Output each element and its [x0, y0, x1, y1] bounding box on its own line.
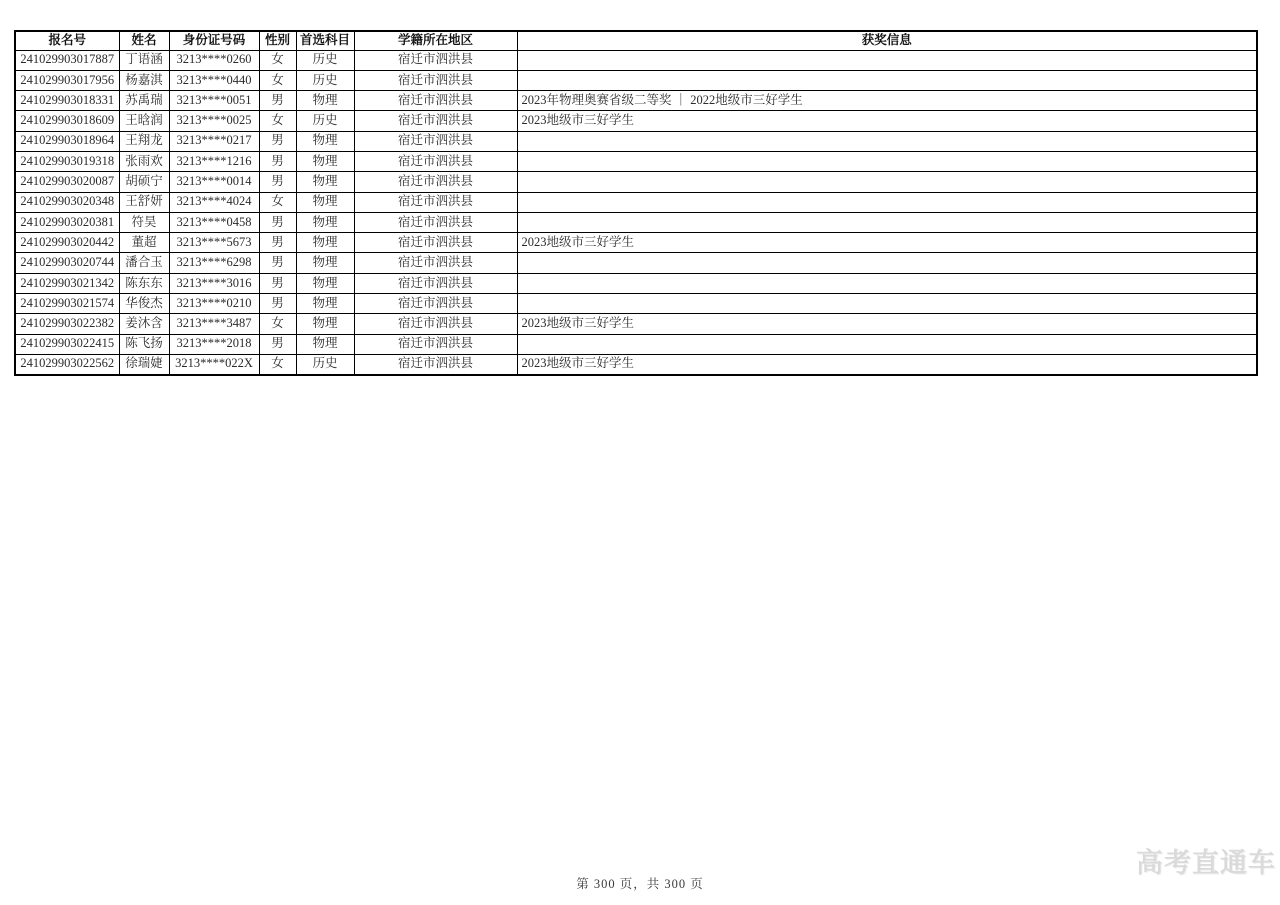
- table-cell: 男: [259, 233, 296, 253]
- table-cell: 女: [259, 70, 296, 90]
- table-cell: 潘合玉: [119, 253, 169, 273]
- table-row: [15, 50, 1257, 70]
- table-cell: 2023地级市三好学生: [517, 314, 1257, 334]
- table-cell: 宿迁市泗洪县: [354, 314, 517, 334]
- table-cell: [517, 192, 1257, 212]
- table-cell: 241029903020442: [15, 233, 119, 253]
- table-cell: 241029903020348: [15, 192, 119, 212]
- table-cell: 3213****3016: [169, 273, 259, 293]
- table-cell: 物理: [296, 212, 354, 232]
- header-first-subject: 首选科目: [296, 31, 354, 50]
- table-row: [15, 334, 1257, 354]
- table-row: [15, 354, 1257, 374]
- table-cell: 宿迁市泗洪县: [354, 253, 517, 273]
- table-header-row: [15, 31, 1257, 50]
- table-cell: 历史: [296, 50, 354, 70]
- table-cell: 女: [259, 192, 296, 212]
- table-row: [15, 91, 1257, 111]
- header-id-number: 身份证号码: [169, 31, 259, 50]
- table-cell: 3213****0217: [169, 131, 259, 151]
- table-cell: 3213****6298: [169, 253, 259, 273]
- table-cell: 男: [259, 334, 296, 354]
- table-cell: 男: [259, 294, 296, 314]
- table-cell: 男: [259, 253, 296, 273]
- table-cell: 女: [259, 314, 296, 334]
- table-cell: 2023地级市三好学生: [517, 233, 1257, 253]
- table-cell: [517, 151, 1257, 171]
- table-cell: 物理: [296, 334, 354, 354]
- table-cell: 3213****0440: [169, 70, 259, 90]
- table-cell: [517, 70, 1257, 90]
- table-cell: 董超: [119, 233, 169, 253]
- table-cell: 241029903019318: [15, 151, 119, 171]
- table-row: [15, 151, 1257, 171]
- table-cell: 历史: [296, 70, 354, 90]
- table-cell: [517, 50, 1257, 70]
- table-body: [15, 50, 1257, 375]
- table-cell: 历史: [296, 354, 354, 374]
- table-cell: 3213****0051: [169, 91, 259, 111]
- table-cell: 241029903022415: [15, 334, 119, 354]
- table-cell: 王翔龙: [119, 131, 169, 151]
- table-cell: 姜沐含: [119, 314, 169, 334]
- table-cell: 物理: [296, 314, 354, 334]
- table-cell: 女: [259, 111, 296, 131]
- table-cell: 物理: [296, 172, 354, 192]
- table-cell: 物理: [296, 273, 354, 293]
- table-cell: 241029903022562: [15, 354, 119, 374]
- table-cell: 陈飞扬: [119, 334, 169, 354]
- table-cell: 物理: [296, 151, 354, 171]
- table-row: [15, 172, 1257, 192]
- table-row: [15, 233, 1257, 253]
- header-gender: 性别: [259, 31, 296, 50]
- table-cell: 丁语涵: [119, 50, 169, 70]
- page-indicator: 第 300 页，共 300 页: [576, 877, 704, 891]
- table-cell: 3213****0458: [169, 212, 259, 232]
- table-cell: 符昊: [119, 212, 169, 232]
- table-row: [15, 192, 1257, 212]
- table-cell: 宿迁市泗洪县: [354, 91, 517, 111]
- table-cell: 宿迁市泗洪县: [354, 192, 517, 212]
- table-cell: 胡硕宁: [119, 172, 169, 192]
- table-row: [15, 294, 1257, 314]
- table-cell: 宿迁市泗洪县: [354, 212, 517, 232]
- table-cell: [517, 273, 1257, 293]
- table-cell: 宿迁市泗洪县: [354, 273, 517, 293]
- table-cell: 徐瑞婕: [119, 354, 169, 374]
- table-cell: 241029903020381: [15, 212, 119, 232]
- table-cell: 女: [259, 354, 296, 374]
- table-cell: 历史: [296, 111, 354, 131]
- table-cell: [517, 294, 1257, 314]
- table-cell: 物理: [296, 131, 354, 151]
- table-cell: [517, 212, 1257, 232]
- table-cell: 宿迁市泗洪县: [354, 233, 517, 253]
- table-cell: 苏禹瑞: [119, 91, 169, 111]
- table-cell: 男: [259, 212, 296, 232]
- table-cell: 3213****2018: [169, 334, 259, 354]
- table-cell: 宿迁市泗洪县: [354, 294, 517, 314]
- table-cell: 3213****5673: [169, 233, 259, 253]
- table-cell: 杨嘉淇: [119, 70, 169, 90]
- table-cell: [517, 131, 1257, 151]
- table-cell: 宿迁市泗洪县: [354, 151, 517, 171]
- table-cell: 男: [259, 91, 296, 111]
- table-row: [15, 314, 1257, 334]
- table-cell: 王晗润: [119, 111, 169, 131]
- table-cell: 物理: [296, 253, 354, 273]
- table-cell: 陈东东: [119, 273, 169, 293]
- table-cell: 宿迁市泗洪县: [354, 172, 517, 192]
- table-cell: 2023地级市三好学生: [517, 111, 1257, 131]
- table-cell: [517, 172, 1257, 192]
- table-cell: 男: [259, 151, 296, 171]
- table-cell: 男: [259, 172, 296, 192]
- watermark-text: 高考直通车: [1136, 848, 1276, 878]
- table-cell: 3213****0025: [169, 111, 259, 131]
- header-region: 学籍所在地区: [354, 31, 517, 50]
- table-cell: 241029903020087: [15, 172, 119, 192]
- table-cell: 张雨欢: [119, 151, 169, 171]
- table-cell: 3213****022X: [169, 354, 259, 374]
- table-cell: 宿迁市泗洪县: [354, 111, 517, 131]
- table-cell: 物理: [296, 192, 354, 212]
- table-cell: 3213****4024: [169, 192, 259, 212]
- table-cell: 241029903022382: [15, 314, 119, 334]
- table-cell: 男: [259, 131, 296, 151]
- header-name: 姓名: [119, 31, 169, 50]
- header-registration-number: 报名号: [15, 31, 119, 50]
- table-cell: 宿迁市泗洪县: [354, 70, 517, 90]
- table-cell: 物理: [296, 294, 354, 314]
- table-cell: 3213****0260: [169, 50, 259, 70]
- table-row: [15, 253, 1257, 273]
- table-cell: 3213****0014: [169, 172, 259, 192]
- table-cell: 宿迁市泗洪县: [354, 50, 517, 70]
- table-cell: 物理: [296, 233, 354, 253]
- student-roster-table: [14, 30, 1258, 376]
- table-cell: 男: [259, 273, 296, 293]
- table-cell: 王舒妍: [119, 192, 169, 212]
- table-cell: 241029903018609: [15, 111, 119, 131]
- table-cell: 宿迁市泗洪县: [354, 334, 517, 354]
- table-row: [15, 70, 1257, 90]
- table-cell: 241029903017956: [15, 70, 119, 90]
- table-cell: 女: [259, 50, 296, 70]
- table-cell: 物理: [296, 91, 354, 111]
- table-cell: 3213****0210: [169, 294, 259, 314]
- table-cell: [517, 253, 1257, 273]
- table-cell: 241029903021574: [15, 294, 119, 314]
- table-cell: 241029903018331: [15, 91, 119, 111]
- table-row: [15, 131, 1257, 151]
- table-cell: 2023年物理奥赛省级二等奖 ｜ 2022地级市三好学生: [517, 91, 1257, 111]
- table-cell: [517, 334, 1257, 354]
- table-cell: 241029903018964: [15, 131, 119, 151]
- table-cell: 2023地级市三好学生: [517, 354, 1257, 374]
- table-cell: 宿迁市泗洪县: [354, 131, 517, 151]
- table-row: [15, 273, 1257, 293]
- table-cell: 3213****3487: [169, 314, 259, 334]
- table-row: [15, 111, 1257, 131]
- table-row: [15, 212, 1257, 232]
- table-cell: 241029903020744: [15, 253, 119, 273]
- table-cell: 241029903021342: [15, 273, 119, 293]
- table-cell: 3213****1216: [169, 151, 259, 171]
- table-cell: 241029903017887: [15, 50, 119, 70]
- table-cell: 宿迁市泗洪县: [354, 354, 517, 374]
- table-cell: 华俊杰: [119, 294, 169, 314]
- header-award-info: 获奖信息: [517, 31, 1257, 50]
